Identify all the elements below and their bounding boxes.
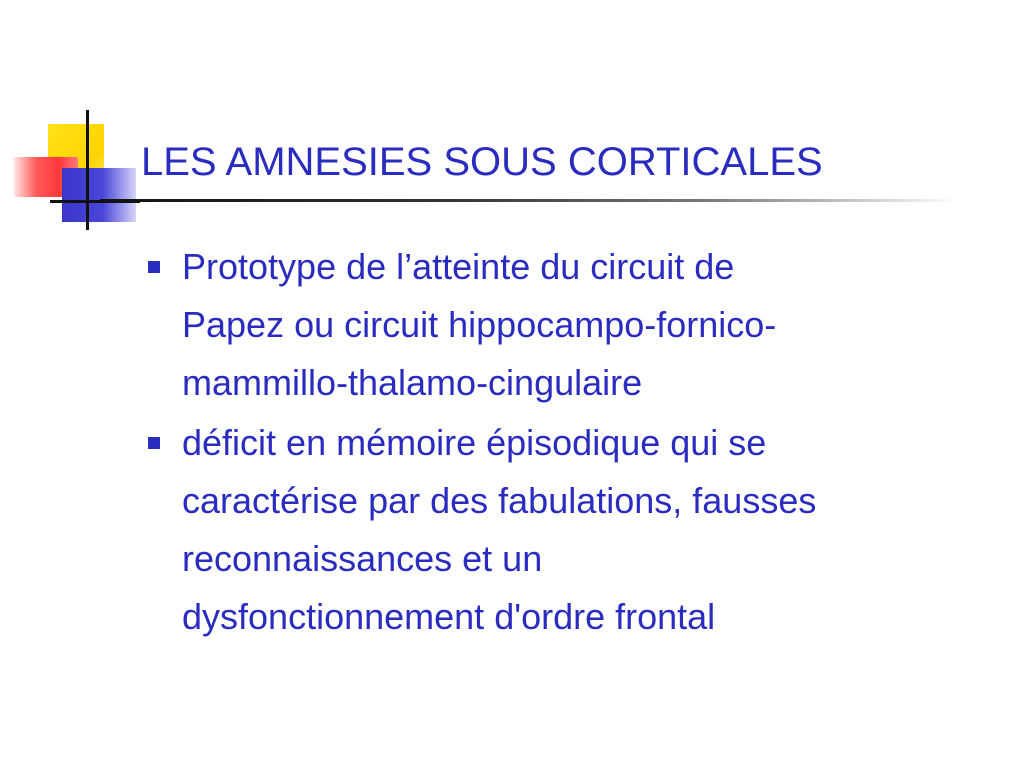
bullet-text-line: dysfonctionnement d'ordre frontal [182, 596, 716, 637]
logo-vertical-line [86, 110, 89, 230]
title-underline [100, 199, 960, 202]
square-bullet-icon [148, 261, 160, 273]
bullet-list [146, 238, 1006, 646]
bullet-text-line: caractérise par des fabulations, fausses [182, 480, 817, 521]
bullet-text-line: Prototype de l’atteinte du circuit de [182, 246, 735, 287]
bullet-item [146, 414, 1006, 646]
square-bullet-icon [148, 437, 160, 449]
bullet-item [146, 238, 1006, 412]
bullet-text-line: Papez ou circuit hippocampo-fornico- [182, 304, 777, 345]
blue-square [62, 168, 136, 222]
slide-title: LES AMNESIES SOUS CORTICALES [141, 140, 823, 184]
bullet-text-line: mammillo-thalamo-cingulaire [182, 362, 643, 403]
colored-squares-logo-icon [0, 0, 160, 240]
bullet-text-line: déficit en mémoire épisodique qui se [182, 422, 767, 463]
bullet-text-line: reconnaissances et un [182, 538, 543, 579]
